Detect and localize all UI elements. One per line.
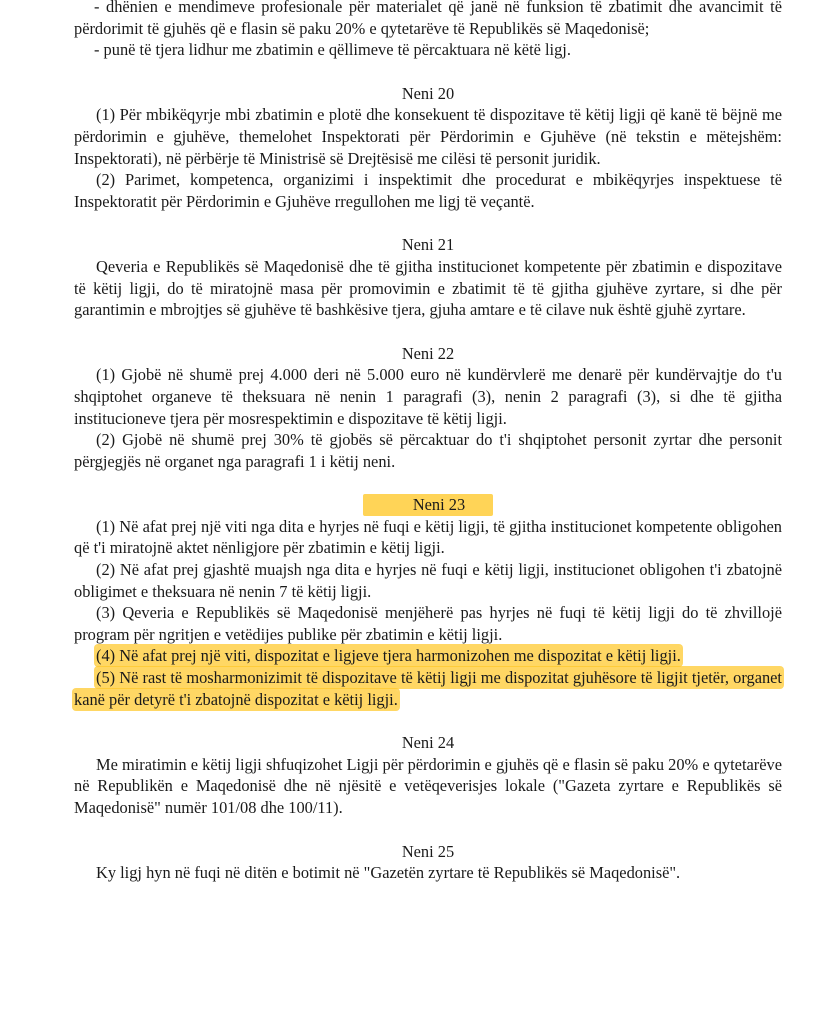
article-21-paragraph-1: Qeveria e Republikës së Maqedonisë dhe të gjitha institucionet kompetente për zbatimin e dispozitave të këtij ligji, do të miratojnë masa për promovimin e zbatimit të të gjitha gjuhëve zyrtare, si dhe për garantimin e mbrojtjes së gjuhëve të bashkësive tjera, gjuha amtare e të cilave nuk është gjuhë zyrtare.	[74, 256, 782, 320]
article-23-paragraph-5-highlighted: (5) Në rast të mosharmonizimit të dispozitave të këtij ligji me dispozitat gjuhësore të ligjit tjetër, organet kanë për detyrë t'i zbatojnë dispozitat e këtij ligji.	[74, 668, 782, 709]
article-24-paragraph-1: Me miratimin e këtij ligji shfuqizohet Ligji për përdorimin e gjuhës që e flasin së paku 20% e qytetarëve në Republikën e Maqedonisë dhe në njësitë e vetëqeverisjes lokale ("Gazeta zyrtare e Republikës së Maqedonisë" numër 101/08 dhe 100/11).	[74, 754, 782, 817]
article-23-paragraph-4-highlighted: (4) Në afat prej një viti, dispozitat e ligjeve tjera harmonizohen me dispozitat e këtij ligji.	[96, 646, 681, 666]
article-25-paragraph-1: Ky ligj hyn në fuqi në ditën e botimit në "Gazetën zyrtare të Republikës së Maqedonisë".	[96, 863, 681, 883]
article-23-paragraph-5-row	[74, 667, 782, 710]
article-25-heading: Neni 25	[401, 841, 455, 861]
article-23-heading-row	[74, 494, 782, 516]
law-document-page	[74, 0, 782, 884]
article-23-paragraph-2: (2) Në afat prej gjashtë muajsh nga dita e hyrjes në fuqi e këtij ligji, institucionet obligohen t'i zbatojnë obligimet e theksuara në nenin 7 të këtij ligji.	[74, 560, 782, 601]
article-20-paragraph-1: (1) Për mbikëqyrje mbi zbatimin e plotë dhe konsekuent të dispozitave të këtij ligji që kanë të bëjnë me përdorimin e gjuhëve, themelohet Inspektorati për Përdorimin e Gjuhëve (në tekstin e mëtejshëm: Inspektorati), në përbërje të Ministrisë së Drejtësisë me cilësi të personit juridik.	[74, 105, 782, 168]
article-22-paragraph-1: (1) Gjobë në shumë prej 4.000 deri në 5.000 euro në kundërvlerë me denarë për kundërvajtje do t'u shqiptohet organeve të theksuara në nenin 1 paragrafi (3), nenin 2 paragrafi (3), si dhe të gjitha institucioneve tjera për mosrespektimin e dispozitave të këtij ligji.	[74, 365, 782, 428]
article-22-heading: Neni 22	[401, 343, 455, 363]
article-20-paragraph-2: (2) Parimet, kompetenca, organizimi i inspektimit dhe procedurat e mbikëqyrjes inspektuese të Inspektoratit për Përdorimin e Gjuhëve rregullohen me ligj të veçantë.	[74, 170, 782, 211]
article-23-heading: Neni 23	[363, 494, 493, 516]
article-21-heading: Neni 21	[401, 235, 455, 255]
article-22-paragraph-2: (2) Gjobë në shumë prej 30% të gjobës së përcaktuar do t'i shqiptohet personit zyrtar dhe personit përgjegjës në organet nga paragrafi 1 i këtij neni.	[74, 430, 782, 471]
article-23-paragraph-1: (1) Në afat prej një viti nga dita e hyrjes në fuqi e këtij ligji, të gjitha institucionet kompetente obligohen që t'i miratojnë aktet nënligjore për zbatimin e këtij ligji.	[74, 516, 782, 558]
article-24-heading: Neni 24	[401, 733, 455, 753]
article-20-heading: Neni 20	[401, 83, 455, 103]
article-23-paragraph-3: (3) Qeveria e Republikës së Maqedonisë menjëherë pas hyrjes në fuqi të këtij ligji do të zhvillojë program për ngritjen e vetëdijes publike për zbatimin e këtij ligji.	[74, 603, 782, 644]
bullet-professional-opinions: - dhënien e mendimeve profesionale për materialet që janë në funksion të zbatimit dhe avancimit të përdorimit të gjuhës që e flasin së paku 20% e qytetarëve të Republikës së Maqedonisë;	[74, 0, 782, 38]
article-23-paragraph-4-row	[74, 645, 782, 667]
bullet-other-tasks: - punë të tjera lidhur me zbatimin e qëllimeve të përcaktuara në këtë ligj.	[94, 40, 571, 60]
